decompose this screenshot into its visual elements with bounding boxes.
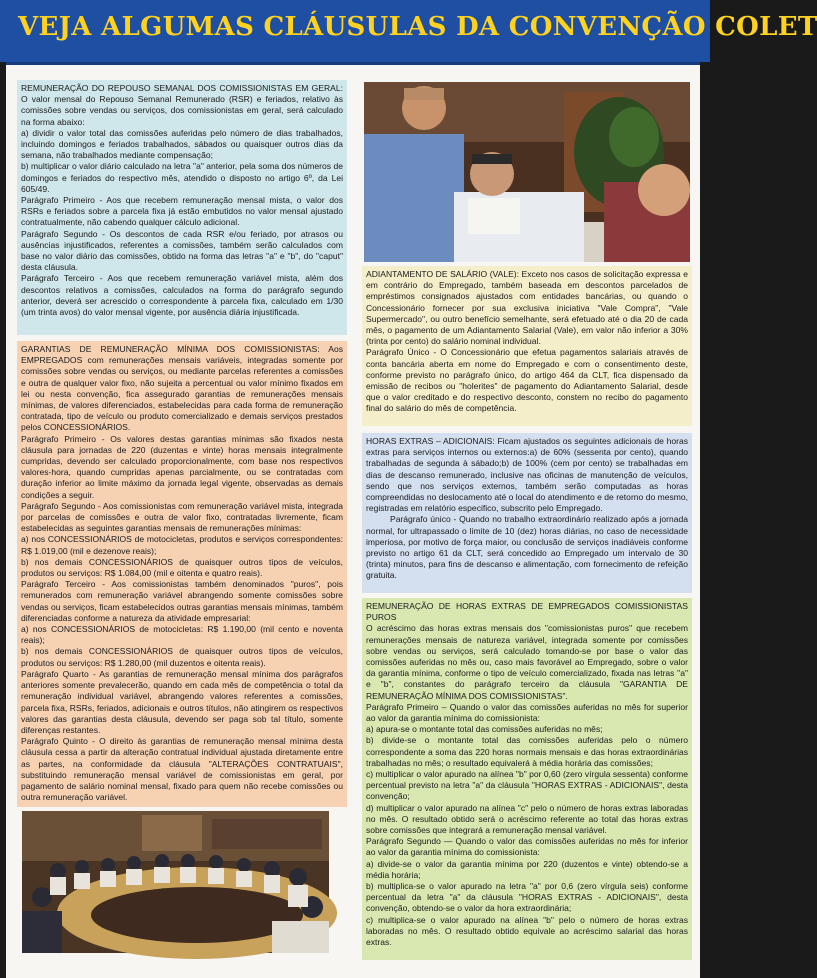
page-title: VEJA ALGUMAS CLÁUSULAS DA CONVENÇÃO COLET (18, 12, 817, 42)
signing-photo (364, 82, 690, 262)
clause-paragraph: a) divide-se o valor da garantia mínima por 220 (duzentos e vinte) obtendo-se a média horária; (366, 858, 688, 880)
clause-paragraph: Parágrafo Segundo - Aos comissionistas com remuneração variável mista, integrada por parcelas de comissões e outra de valor fixo, contratadas livremente, ficam estabelecidas as seguintes garantias mensais de remunerações mínimas: (21, 500, 343, 534)
clause-paragraph: Parágrafo Segundo - Os descontos de cada RSR e/ou feriado, por atrasos ou ausências injustificados, referentes a comissões, também serão calculados com base no valor diário das comissões, obtido na forma das letras "a" e "b", do "caput" desta cláusula. (21, 228, 343, 273)
clause-paragraph: b) multiplicar o valor diário calculado na letra "a" anterior, pela soma dos números de domingos e feriados do respectivo mês, atendido o disposto no artigo 6º, da Lei 605/49. (21, 161, 343, 194)
meeting-room-illustration (22, 811, 329, 953)
clause-paragraph: a) nos CONCESSIONÁRIOS de motocicletas: R$ 1.190,00 (mil cento e noventa reais); (21, 624, 343, 646)
clause-paragraph: O acréscimo das horas extras mensais dos "comissionistas puros" que recebem remunerações mensais de natureza variável, integrada somente por comissões sobre vendas ou serviços, será calculado tomando-se por base o valor das comissões auferidas no mês ou, caso mais favorável ao Empregado, sobre o valor da garantia mínima, conforme o tipo de veículo comercializado, fixada nas letras "a" e "b", constantes do parágrafo terceiro da cláusula "GARANTIA DE REMUNERAÇÃO MÍNIMA DOS COMISSIONISTAS". (366, 623, 688, 701)
clause-paragraph: c) multiplica-se o valor apurado na alínea "b" pelo o número de horas extras laboradas no mês. O resultado obtido equivale ao acréscimo salarial das horas extras. (366, 914, 688, 948)
clause-paragraph: c) multiplicar o valor apurado na alínea "b" por 0,60 (zero vírgula sessenta) conforme percentual previsto na letra "a" da cláusula "HORAS EXTRAS - ADICIONAIS", desta convenção; (366, 769, 688, 802)
left-edge (0, 62, 6, 978)
meeting-room-photo (22, 811, 329, 953)
clause-paragraph: GARANTIAS DE REMUNERAÇÃO MÍNIMA DOS COMISSIONISTAS: Aos EMPREGADOS com remunerações mensais variáveis, integradas somente por comissões sobre vendas ou serviços, ou mediante parcelas referentes a comissões e outra de qualquer valor fixo, não sujeita a percentual ou valor mínimo fixados em lei ou nesta convenção, fica assegurado garantias de remunerações mensais mínimas, de valores diferenciados, estabelecidas para cada forma de remuneração contratada, tipo de veículo ou produto comercializado e demais serviços prestados pelos CONCESSIONÁRIOS. (21, 344, 343, 433)
clause-paragraph: b) nos demais CONCESSIONÁRIOS de quaisquer outros tipos de veículos, produtos ou serviços: R$ 1.084,00 (mil e oitenta e quatro reais). (21, 556, 343, 579)
clause-paragraph: Parágrafo Primeiro - Os valores destas garantias mínimas são fixados nesta cláusula para jornadas de 220 (duzentas e vinte) horas mensais integralmente cumpridas, devendo ser calculado proporcionalmente, com base nos respectivos valores-hora, quando cumpridas apenas parcialmente, ou se contratadas com duração inferior ao limite máximo da jornada legal vigente, observadas as demais condições a seguir. (21, 433, 343, 500)
clause-paragraph: d) multiplicar o valor apurado na alínea "c" pelo o número de horas extras laboradas no mês. O resultado obtido será o acréscimo referente ao total das horas extras sobre comissões que integrará a remuneração mensal variável. (366, 802, 688, 836)
right-edge (700, 62, 710, 978)
clause-paragraph: a) nos CONCESSIONÁRIOS de motocicletas, produtos e serviços correspondentes: R$ 1.019,00 (mil e dezenove reais); (21, 534, 343, 556)
signing-illustration (364, 82, 690, 262)
clause-paragraph: Parágrafo Quinto - O direito às garantias de remuneração mensal mínima desta cláusula cessa a partir da alteração contratual individual ajustada diretamente entre as partes, na conformidade da cláusula "ALTERAÇÕES CONTRATUAIS", substituindo remuneração mensal variável de comissionistas em geral, por pagamento de salário nominal mensal, fixado para quem não recebe comissões ou outra remuneração variável. (21, 736, 343, 803)
clause-paragraph: Parágrafo Terceiro - Aos comissionistas também denominados "puros", pois remunerados com remuneração variável abrangendo somente comissões sobre vendas ou serviços, ficam estabelecidos outras garantias mensais mínimas, também diferenciadas conforme a natureza da atividade empresarial: (21, 579, 343, 623)
clause-paragraph: a) apura-se o montante total das comissões auferidas no mês; (366, 724, 603, 735)
clause-paragraph: Parágrafo único - Quando no trabalho extraordinário realizado após a jornada normal, for ultrapassado o limite de 10 (dez) horas diárias, no caso de necessidade imperiosa, por motivo de força maior, ou conclusão de serviços inadiáveis conforme previsto no artigo 61 da CLT, será concedido ao Empregado um intervalo de 30 (trinta) minutos, para fins de descanso e alimentação, com fornecimento de refeição gratuita. (366, 514, 688, 581)
clause-adiantamento (362, 266, 692, 426)
clause-heading: REMUNERAÇÃO DE HORAS EXTRAS DE EMPREGADOS COMISSIONISTAS PUROS (366, 601, 688, 623)
clause-paragraph: Parágrafo Único - O Concessionário que efetua pagamentos salariais através de conta bancária aberta em nome do Empregado e com o consentimento deste, conforme previsto no parágrafo único, do artigo 464 da CLT, fica dispensado da emissão de recibos ou "holerites" de pagamento do Adiantamento Salarial, desde que o valor creditado e do respectivo desconto, constem no recibo do pagamento final do salário do mês de competência. (366, 347, 688, 414)
clause-paragraph: b) multiplica-se o valor apurado na letra "a" por 0,6 (zero vírgula seis) conforme percentual da letra "a" da cláusula "HORAS EXTRAS - ADICIONAIS", desta convenção, obtendo-se o valor da hora extraordinária; (366, 881, 688, 914)
clause-paragraph: Parágrafo Primeiro - Aos que recebem remuneração mensal mista, o valor dos RSRs e feriados sobre a parcela fixa já estão embutidos no valor mensal ajustado contratualmente, não cabendo qualquer cálculo adicional. (21, 195, 343, 228)
clause-paragraph: Parágrafo Primeiro – Quando o valor das comissões auferidas no mês for superior ao valor da garantia mínima do comissionista: (366, 701, 688, 724)
clause-horas-extras-puros (362, 598, 692, 960)
clause-paragraph: Parágrafo Terceiro - Aos que recebem remuneração variável mista, além dos descontos relativos a comissões, calculados na forma do parágrafo segundo anterior, deverá ser acrescido o correspondente à parcela fixa, calculado em 1/30 (um trinta avos) do valor mensal vigente, por ausência diária injustificada. (21, 273, 343, 318)
clause-paragraph: b) divide-se o montante total das comissões auferidas pelo o número correspondente a soma das 220 horas normais mensais e das horas extraordinárias trabalhadas no mês; o resultado equivalerá à média horária das comissões; (366, 735, 688, 768)
clause-paragraph: Parágrafo Quarto - As garantias de remuneração mensal mínima dos parágrafos anteriores somente prevalecerão, quando em cada mês de competência o total da remuneração individual variável, abrangendo valores referentes a comissões, parcela fixa, RSRs, feriados, adicionais e outros títulos, não atingirem os respectivos valores das garantias desta cláusula, devendo ser paga sob tal título, somente diferenças restantes. (21, 668, 343, 735)
clause-paragraph: ADIANTAMENTO DE SALÁRIO (VALE): Exceto nos casos de solicitação expressa e em contrário do Empregado, também baseada em descontos parcelados de empréstimos consignados ajustados com entidades bancárias, ou quando o Concessionário fornecer por sua exclusiva iniciativa "Vale Compra", "Vale Supermercado", ou outro benefício semelhante, será efetuado até o dia 20 de cada mês, o pagamento de um Adiantamento Salarial (Vale), em valor não inferior a 30% (trinta por cento) do salário nominal individual. (366, 269, 688, 347)
clause-garantias (17, 341, 347, 807)
page-banner (0, 0, 817, 65)
clause-paragraph: a) dividir o valor total das comissões auferidas pelo número de dias trabalhados, incluindo domingos e feriados trabalhados, sábados ou quaisquer outros dias da semana, não trabalhados mediante compensação; (21, 127, 343, 161)
clause-horas-extras (362, 433, 692, 593)
clause-paragraph: Parágrafo Segundo — Quando o valor das comissões auferidas no mês for inferior ao valor da garantia mínima do comissionista: (366, 836, 688, 858)
clause-paragraph: b) nos demais CONCESSIONÁRIOS de quaisquer outros tipos de veículos, produtos ou serviços: R$ 1.280,00 (mil duzentos e oitenta reais). (21, 646, 343, 668)
clause-paragraph: HORAS EXTRAS – ADICIONAIS: Ficam ajustados os seguintes adicionais de horas extras para serviços internos ou externos:a) de 60% (sessenta por cento), quando trabalhadas de segunda à sábado;b) de 100% (cem por cento) se trabalhadas em dias de descanso remunerado, inclusive nas oficinas de manutenção de veículos, sendo que nos serviços externos, também serão computadas as horas compreendidas no deslocamento até o local do atendimento e de retorno do mesmo, registradas em relatório especifico, subscrito pelo Empregado. (366, 436, 688, 514)
clause-paragraph: REMUNERAÇÃO DO REPOUSO SEMANAL DOS COMISSIONISTAS EM GERAL: O valor mensal do Repouso Semanal Remunerado (RSR) e feriados, relativo às comissões sobre vendas ou serviços, dos comissionistas em geral, será calculado na forma abaixo: (21, 83, 343, 127)
clause-rsr (17, 80, 347, 335)
